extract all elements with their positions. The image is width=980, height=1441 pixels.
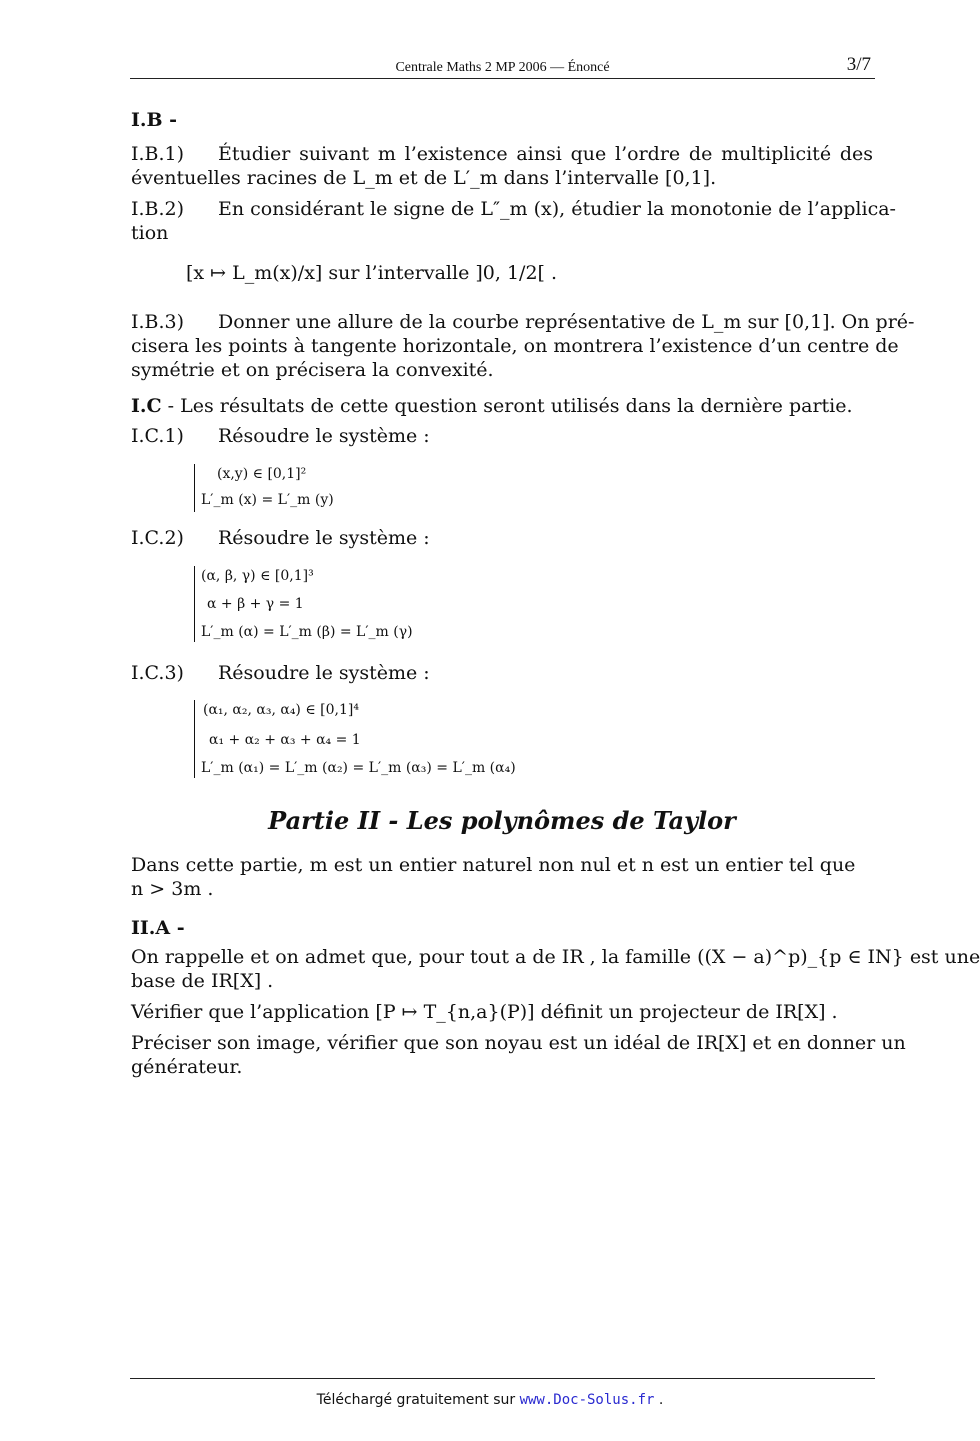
page-footer: [0, 1388, 980, 1413]
system-ic2-line2: α + β + γ = 1: [207, 596, 304, 612]
footer-suffix: .: [654, 1392, 664, 1408]
question-number-ib3: I.B.3): [131, 311, 185, 333]
system-ic3-line3: L′_m (α₁) = L′_m (α₂) = L′_m (α₃) = L′_m (α₄): [201, 760, 516, 776]
footer-prefix: Téléchargé gratuitement sur: [316, 1392, 520, 1408]
system-ic2-line1: (α, β, γ) ∈ [0,1]³: [201, 568, 314, 584]
question-ic1-text: Résoudre le système :: [218, 425, 430, 447]
question-number-ic2: I.C.2): [131, 527, 184, 549]
formula-ib2: [x ↦ L_m(x)/x] sur l’intervalle ]0, 1/2[ .: [186, 262, 558, 284]
question-number-ic3: I.C.3): [131, 662, 184, 684]
system-brace-ic2: [194, 566, 195, 642]
section-ic-intro-text: - Les résultats de cette question seront utilisés dans la dernière partie.: [161, 395, 853, 417]
question-ib2-line2: tion: [131, 222, 169, 244]
iia-p2: Vérifier que l’application [P ↦ T_{n,a}(P)] définit un projecteur de IR[X] .: [131, 1001, 838, 1023]
question-ib1-line1: Étudier suivant m l’existence ainsi que l’ordre de multiplicité des: [218, 143, 873, 165]
part2-intro-line1: Dans cette partie, m est un entier naturel non nul et n est un entier tel que: [131, 854, 856, 876]
question-number-ib2: I.B.2): [131, 198, 185, 220]
page-header: [130, 52, 875, 79]
question-number-ic1: I.C.1): [131, 425, 184, 447]
system-brace-ic1: [194, 464, 195, 512]
system-ic1-line2: L′_m (x) = L′_m (y): [201, 492, 334, 508]
section-heading-iia: II.A -: [131, 917, 185, 939]
page-number: 3/7: [846, 54, 871, 75]
part-title: Partie II - Les polynômes de Taylor: [268, 806, 736, 835]
question-ic2-text: Résoudre le système :: [218, 527, 430, 549]
section-heading-ib: I.B -: [131, 109, 178, 131]
system-ic3-line1: (α₁, α₂, α₃, α₄) ∈ [0,1]⁴: [203, 702, 359, 718]
system-brace-ic3: [194, 700, 195, 778]
footer-link[interactable]: www.Doc-Solus.fr: [519, 1392, 655, 1408]
question-ib3-line3: symétrie et on précisera la convexité.: [131, 359, 494, 381]
footer-divider: [130, 1378, 875, 1379]
system-ic1-line1: (x,y) ∈ [0,1]²: [217, 466, 307, 482]
iia-p1-line2: base de IR[X] .: [131, 970, 274, 992]
question-ib1-line2: éventuelles racines de L_m et de L′_m dans l’intervalle [0,1].: [131, 167, 717, 189]
section-heading-ic: I.C: [131, 395, 162, 417]
iia-p1-line1: On rappelle et on admet que, pour tout a de IR , la famille ((X − a)^p)_{p ∈ IN} est une: [131, 946, 980, 968]
header-title: Centrale Maths 2 MP 2006 — Énoncé: [395, 60, 610, 75]
part2-intro-line2: n > 3m .: [131, 878, 214, 900]
iia-p3-line2: générateur.: [131, 1056, 243, 1078]
question-ib2-line1: En considérant le signe de L″_m (x), étudier la monotonie de l’applica-: [218, 198, 896, 220]
question-ic3-text: Résoudre le système :: [218, 662, 430, 684]
section-ic-intro: [131, 394, 853, 419]
question-ib3-line2: cisera les points à tangente horizontale, on montrera l’existence d’un centre de: [131, 335, 899, 357]
question-number-ib1: I.B.1): [131, 143, 185, 165]
system-ic2-line3: L′_m (α) = L′_m (β) = L′_m (γ): [201, 624, 413, 640]
system-ic3-line2: α₁ + α₂ + α₃ + α₄ = 1: [209, 732, 361, 748]
iia-p3-line1: Préciser son image, vérifier que son noyau est un idéal de IR[X] et en donner un: [131, 1032, 906, 1054]
question-ib3-line1: Donner une allure de la courbe représentative de L_m sur [0,1]. On pré-: [218, 311, 915, 333]
